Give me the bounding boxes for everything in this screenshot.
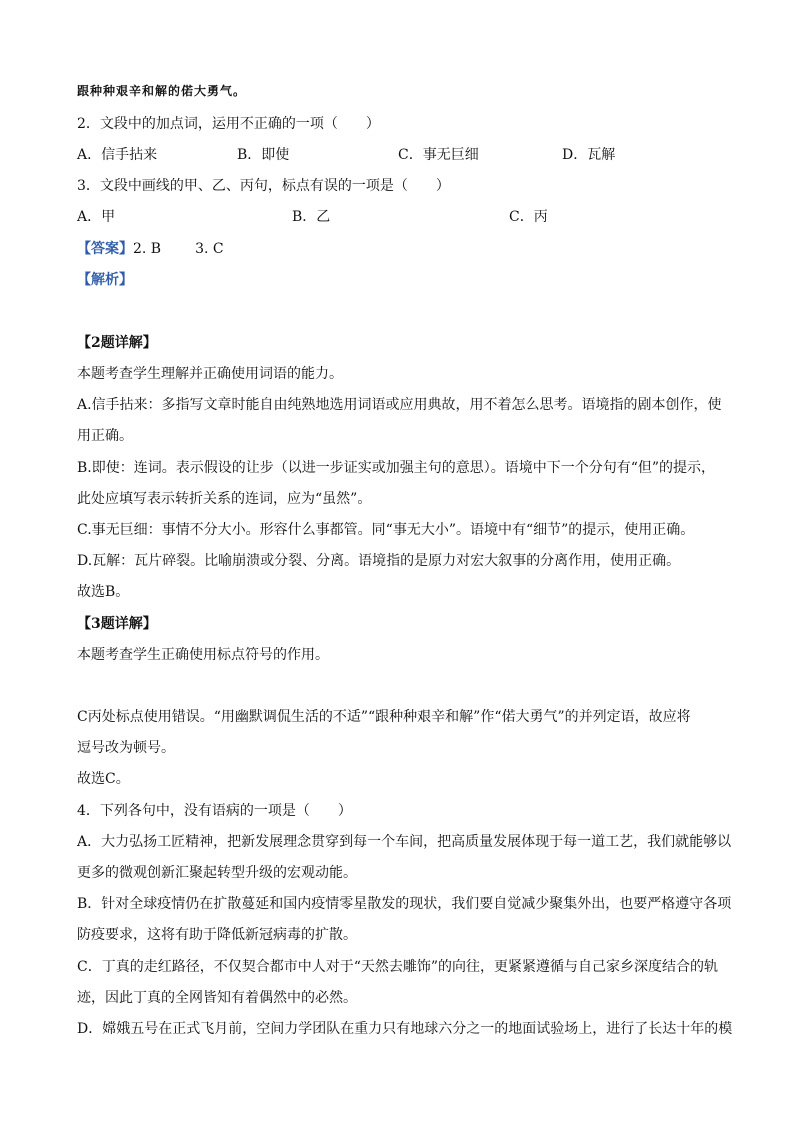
answer-item: 2. B — [133, 241, 162, 257]
q2-option-a: A．信手拈来 — [77, 147, 158, 163]
analysis-text: D.瓦解：瓦片碎裂。比喻崩溃或分裂、分离。语境指的是原力对宏大叙事的分离作用，使用正确。 — [77, 553, 681, 569]
answer-item: 3. C — [195, 241, 224, 257]
line-intro: 跟种种艰辛和解的偌大勇气。 — [77, 84, 247, 98]
analysis-text: 故选B。 — [77, 584, 130, 600]
heading-q2-detail: 【2题详解】 — [77, 335, 157, 351]
analysis-text: C.事无巨细：事情不分大小。形容什么事都管。同“事无大小”。语境中有“细节”的提示，使用正确。 — [77, 522, 695, 538]
analysis-label: 【解析】 — [77, 272, 133, 288]
q3-option-b: B．乙 — [292, 209, 331, 225]
answer-label: 【答案】 — [77, 241, 133, 257]
q4-option-a: A．大力弘扬工匠精神，把新发展理念贯穿到每一个车间，把高质量发展体现于每一道工艺，我们就能够以 — [77, 834, 732, 850]
q4-option-b-cont: 防疫要求，这将有助于降低新冠病毒的扩散。 — [77, 927, 357, 943]
analysis-text: B.即使：连词。表示假设的让步（以进一步证实或加强主句的意思）。语境中下一个分句有“但”的提示， — [77, 460, 716, 476]
analysis-text: 故选C。 — [77, 771, 130, 787]
q4-option-d: D．嫦娥五号在正式飞月前，空间力学团队在重力只有地球六分之一的地面试验场上，进行了长达十年的模 — [77, 1021, 733, 1037]
q4-option-c: C．丁真的走红路径，不仅契合都市中人对于“天然去雕饰”的向往，更紧紧遵循与自己家乡深度结合的轨 — [77, 959, 719, 975]
analysis-text: A.信手拈来：多指写文章时能自由纯熟地选用词语或应用典故，用不着怎么思考。语境指的剧本创作，使 — [77, 397, 722, 413]
q4-option-b: B．针对全球疫情仍在扩散蔓延和国内疫情零星散发的现状，我们要自觉减少聚集外出，也要严格遵守各项 — [77, 896, 732, 912]
q3-option-c: C．丙 — [509, 209, 548, 225]
q4-option-c-cont: 迹，因此丁真的全网皆知有着偶然中的必然。 — [77, 990, 357, 1006]
question-2: 2．文段中的加点词，运用不正确的一项（ ） — [77, 116, 380, 132]
analysis-text: 本题考查学生正确使用标点符号的作用。 — [77, 647, 329, 663]
q4-option-a-cont: 更多的微观创新汇聚起转型升级的宏观动能。 — [77, 865, 357, 881]
q2-option-b: B．即使 — [237, 147, 290, 163]
question-4: 4．下列各句中，没有语病的一项是（ ） — [77, 803, 352, 819]
heading-q3-detail: 【3题详解】 — [77, 616, 157, 632]
q2-option-c: C．事无巨细 — [398, 147, 479, 163]
analysis-text: 本题考查学生理解并正确使用词语的能力。 — [77, 366, 343, 382]
q2-option-d: D．瓦解 — [562, 147, 616, 163]
analysis-text: 用正确。 — [77, 428, 133, 444]
question-3: 3．文段中画线的甲、乙、丙句，标点有误的一项是（ ） — [77, 178, 450, 194]
analysis-text: 逗号改为顿号。 — [77, 740, 175, 756]
answer-line — [77, 240, 224, 258]
analysis-text: 此处应填写表示转折关系的连词，应为“虽然”。 — [77, 491, 372, 507]
analysis-text: C丙处标点使用错误。“用幽默调侃生活的不适”“跟种种艰辛和解”作“偌大勇气”的并列定语，故应将 — [77, 709, 691, 725]
q3-option-a: A．甲 — [77, 209, 116, 225]
